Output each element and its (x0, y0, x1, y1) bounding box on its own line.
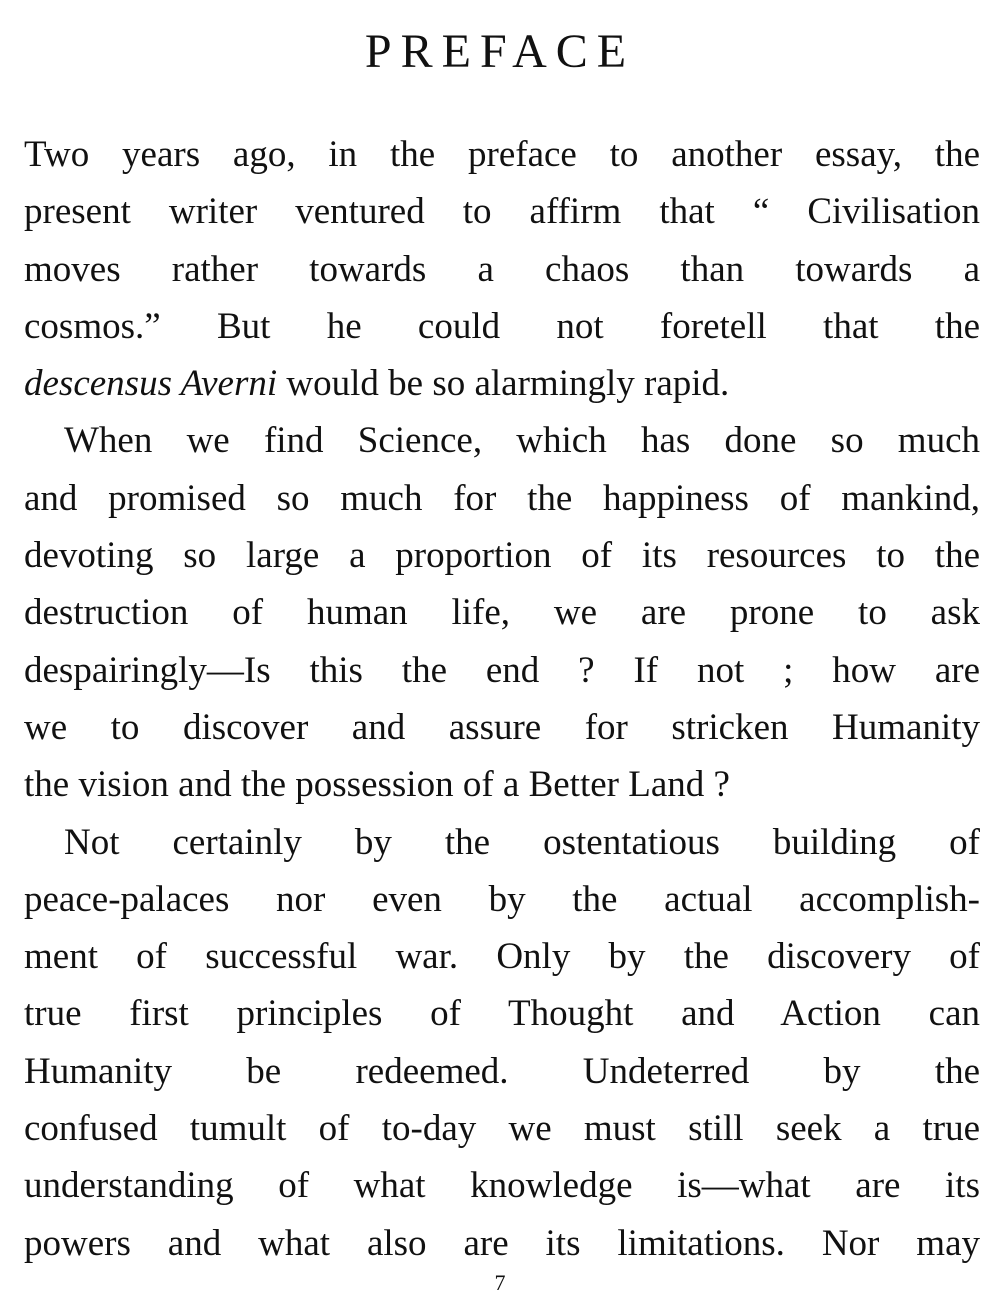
text-line: moves rather towards a chaos than towards a (24, 248, 980, 290)
text-line-rest: would be so alarmingly rapid. (277, 363, 730, 405)
text-line: true first principles of Thought and Action can (24, 993, 980, 1035)
paragraph-3 (24, 814, 980, 1272)
text-line: Two years ago, in the preface to another essay, the (24, 134, 980, 175)
page-number: 7 (494, 1270, 506, 1295)
text-line: When we find Science, which has done so much (64, 420, 980, 462)
italic-phrase: descensus Averni (24, 363, 278, 405)
paragraph-2 (24, 412, 980, 813)
text-line: understanding of what knowledge is—what are its (24, 1165, 980, 1207)
text-line: devoting so large a proportion of its resources to the (24, 535, 980, 577)
text-line: confused tumult of to-day we must still seek a true (24, 1108, 980, 1150)
text-line: Not certainly by the ostentatious building of (64, 821, 980, 863)
text-line: powers and what also are its limitations. Nor may (24, 1222, 980, 1264)
text-line: ment of successful war. Only by the discovery of (24, 936, 980, 978)
page-title: PREFACE (364, 25, 636, 78)
text-line (24, 355, 980, 412)
body-text (24, 126, 980, 1272)
text-line: destruction of human life, we are prone to ask (24, 592, 980, 634)
paragraph-1 (24, 126, 980, 412)
text-line: Humanity be redeemed. Undeterred by the (24, 1050, 980, 1092)
text-line: we to discover and assure for stricken Humanity (24, 706, 980, 748)
text-line: peace-palaces nor even by the actual accomplish- (24, 878, 980, 920)
text-line: cosmos.” But he could not foretell that the (24, 305, 980, 347)
text-line: and promised so much for the happiness of mankind, (24, 477, 980, 519)
text-line: despairingly—Is this the end ? If not ; how are (24, 649, 980, 691)
text-line: present writer ventured to affirm that “ Civilisation (24, 191, 980, 233)
text-line: the vision and the possession of a Better Land ? (24, 764, 730, 806)
